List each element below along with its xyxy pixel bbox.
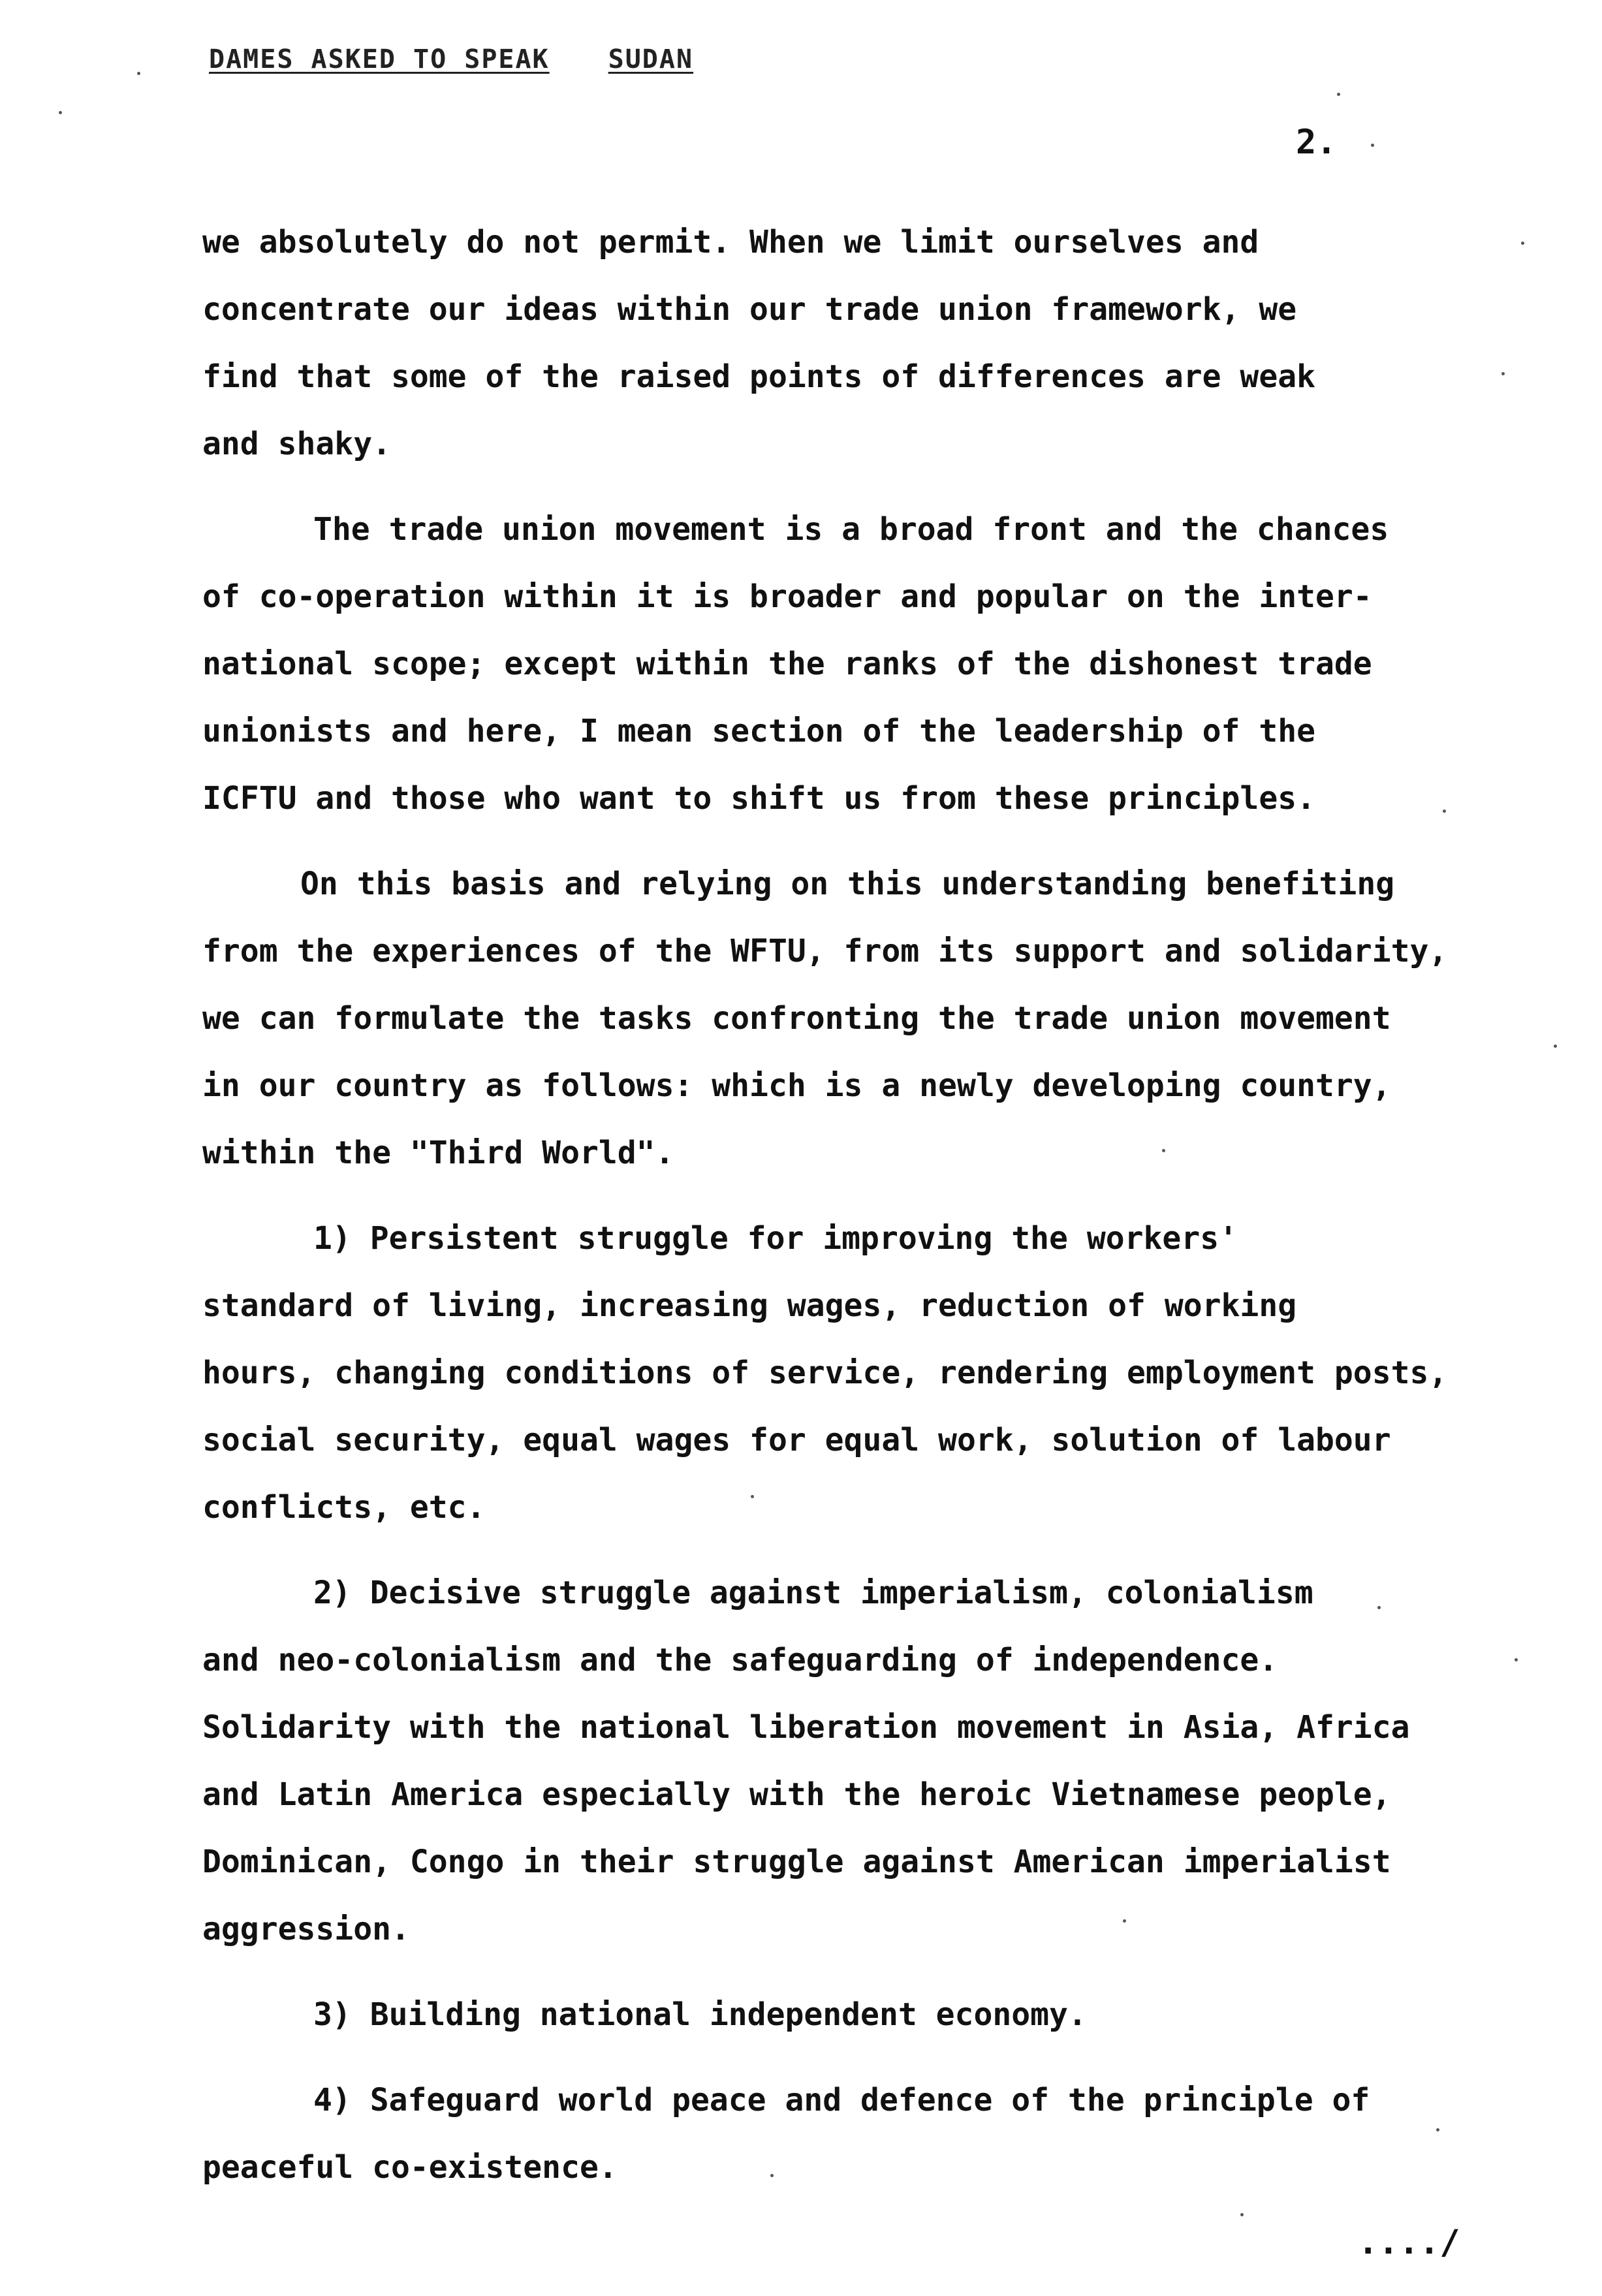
scan-speck: [137, 72, 140, 75]
text-line: 4) Safeguard world peace and defence of the principle of: [313, 2082, 1370, 2118]
header-country: SUDAN: [608, 44, 694, 74]
scan-speck: [770, 2174, 774, 2177]
text-line: 3) Building national independent economy.: [313, 1996, 1087, 2033]
text-line: aggression.: [202, 1911, 410, 1947]
text-line: unionists and here, I mean section of the leadership of the: [202, 713, 1316, 749]
document-body: [202, 209, 1508, 2201]
text-line: find that some of the raised points of differences are weak: [202, 358, 1316, 395]
text-line: 2) Decisive struggle against imperialism, colonialism: [313, 1575, 1313, 1611]
text-line: and Latin America especially with the heroic Vietnamese people,: [202, 1776, 1391, 1813]
text-line: we can formulate the tasks confronting the trade union movement: [202, 1000, 1391, 1037]
text-line: Solidarity with the national liberation movement in Asia, Africa: [202, 1709, 1410, 1746]
scan-speck: [1123, 1919, 1126, 1923]
text-line: ICFTU and those who want to shift us from these principles.: [202, 780, 1316, 817]
text-line: On this basis and relying on this understanding benefiting: [300, 866, 1395, 902]
text-line: The trade union movement is a broad front and the chances: [313, 511, 1389, 548]
text-line: 1) Persistent struggle for improving the workers': [313, 1220, 1238, 1257]
text-line: peaceful co-existence.: [202, 2149, 618, 2186]
text-line: from the experiences of the WFTU, from its support and solidarity,: [202, 933, 1448, 969]
scan-speck: [1554, 1045, 1557, 1048]
page-number: 2.: [1296, 123, 1337, 162]
scan-speck: [1240, 2213, 1244, 2216]
paragraph: [202, 1205, 1508, 1541]
scan-speck: [1337, 93, 1340, 96]
paragraph: [202, 2067, 1508, 2201]
text-line: within the "Third World".: [202, 1135, 674, 1171]
text-line: conflicts, etc.: [202, 1489, 486, 1526]
text-line: national scope; except within the ranks of the dishonest trade: [202, 646, 1372, 682]
scan-speck: [1443, 810, 1446, 813]
scan-speck: [751, 1495, 754, 1498]
document-header: [209, 44, 693, 74]
text-line: and neo-colonialism and the safeguarding of independence.: [202, 1642, 1278, 1678]
scan-speck: [1501, 372, 1505, 375]
paragraph: [202, 209, 1508, 478]
text-line: we absolutely do not permit. When we limit ourselves and: [202, 224, 1259, 260]
text-line: and shaky.: [202, 426, 391, 462]
text-line: hours, changing conditions of service, rendering employment posts,: [202, 1355, 1448, 1391]
scan-speck: [1521, 242, 1524, 245]
paragraph: [202, 1981, 1508, 2049]
text-line: Dominican, Congo in their struggle against American imperialist: [202, 1844, 1391, 1880]
scan-speck: [1436, 2128, 1439, 2131]
paragraph: [202, 1560, 1508, 1963]
text-line: of co-operation within it is broader and popular on the inter-: [202, 578, 1372, 615]
text-line: concentrate our ideas within our trade union framework, we: [202, 291, 1297, 328]
paragraph: [202, 851, 1508, 1187]
scan-speck: [1162, 1149, 1165, 1152]
text-line: in our country as follows: which is a newly developing country,: [202, 1067, 1391, 1104]
text-line: standard of living, increasing wages, reduction of working: [202, 1287, 1297, 1324]
scan-speck: [1371, 144, 1374, 147]
text-line: social security, equal wages for equal work, solution of labour: [202, 1422, 1391, 1458]
paragraph: [202, 496, 1508, 832]
header-title: DAMES ASKED TO SPEAK: [209, 44, 550, 74]
scan-speck: [59, 111, 62, 114]
continuation-mark: ..../: [1358, 2223, 1460, 2262]
scan-speck: [1377, 1606, 1381, 1609]
scan-speck: [1515, 1658, 1518, 1661]
